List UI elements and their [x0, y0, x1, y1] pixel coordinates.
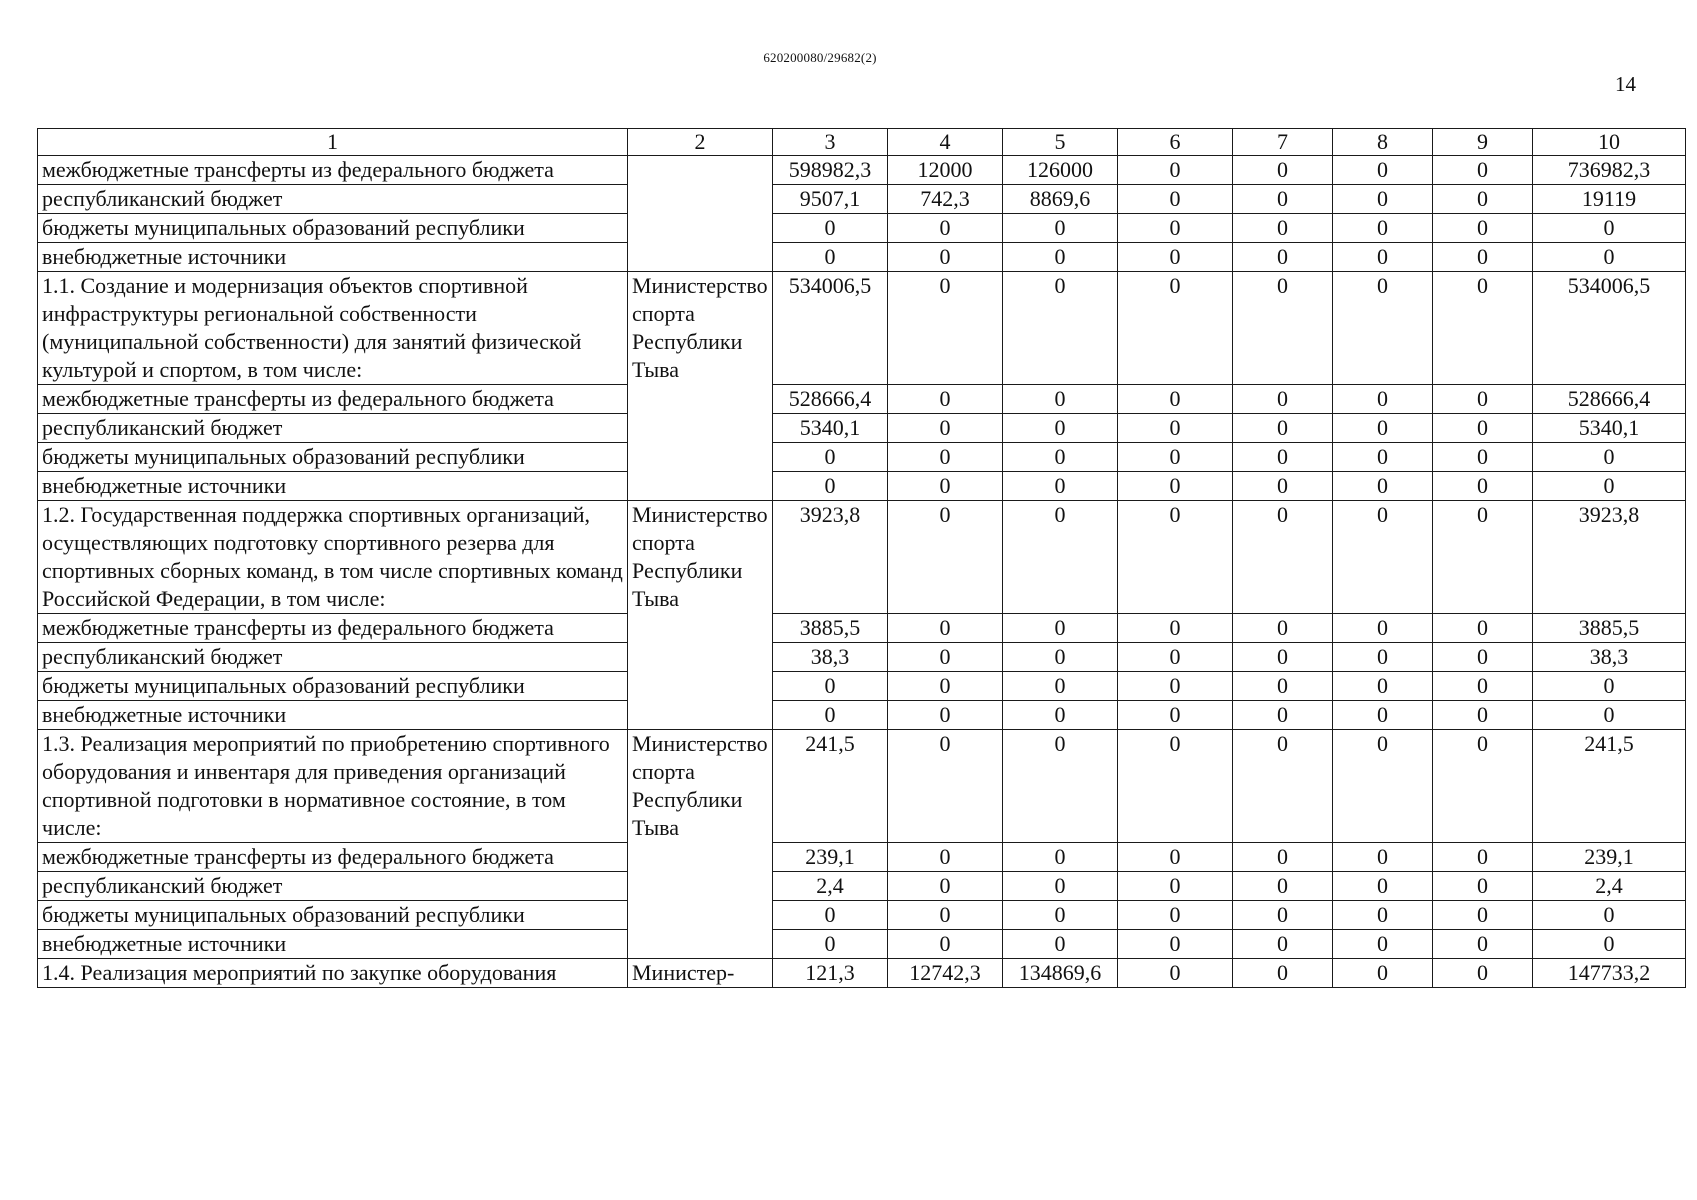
value-cell: 0 — [1333, 959, 1433, 988]
row-name-cell: бюджеты муниципальных образований республики — [38, 214, 628, 243]
value-cell: 0 — [1233, 185, 1333, 214]
value-cell: 239,1 — [1533, 843, 1686, 872]
value-cell: 0 — [1003, 614, 1118, 643]
value-cell: 0 — [773, 243, 888, 272]
value-cell: 0 — [1233, 901, 1333, 930]
value-cell: 0 — [1433, 730, 1533, 843]
budget-table — [37, 128, 1686, 988]
value-cell: 0 — [888, 701, 1003, 730]
value-cell: 0 — [1433, 701, 1533, 730]
value-cell: 0 — [1003, 272, 1118, 385]
value-cell: 0 — [1118, 156, 1233, 185]
value-cell: 0 — [1433, 930, 1533, 959]
table-row — [38, 730, 1686, 843]
value-cell: 2,4 — [1533, 872, 1686, 901]
value-cell: 0 — [1433, 901, 1533, 930]
column-header: 9 — [1433, 129, 1533, 156]
column-header: 7 — [1233, 129, 1333, 156]
table-row — [38, 672, 1686, 701]
column-header: 3 — [773, 129, 888, 156]
value-cell: 0 — [1433, 385, 1533, 414]
value-cell: 0 — [1003, 472, 1118, 501]
value-cell: 0 — [1333, 672, 1433, 701]
value-cell: 534006,5 — [1533, 272, 1686, 385]
value-cell: 0 — [1233, 930, 1333, 959]
row-name-cell: межбюджетные трансферты из федерального бюджета — [38, 614, 628, 643]
value-cell: 0 — [888, 243, 1003, 272]
value-cell: 3923,8 — [1533, 501, 1686, 614]
value-cell: 12742,3 — [888, 959, 1003, 988]
value-cell: 0 — [1003, 385, 1118, 414]
value-cell: 0 — [1118, 243, 1233, 272]
value-cell: 0 — [773, 443, 888, 472]
row-name-cell: республиканский бюджет — [38, 414, 628, 443]
value-cell: 38,3 — [1533, 643, 1686, 672]
value-cell: 0 — [1333, 843, 1433, 872]
row-name-cell: межбюджетные трансферты из федерального бюджета — [38, 156, 628, 185]
value-cell: 0 — [1118, 843, 1233, 872]
table-row — [38, 243, 1686, 272]
value-cell: 0 — [1233, 272, 1333, 385]
table-row — [38, 385, 1686, 414]
value-cell: 0 — [1333, 872, 1433, 901]
value-cell: 0 — [1118, 501, 1233, 614]
value-cell: 5340,1 — [773, 414, 888, 443]
value-cell: 0 — [888, 872, 1003, 901]
value-cell: 0 — [1333, 214, 1433, 243]
value-cell: 0 — [1003, 501, 1118, 614]
table-row — [38, 643, 1686, 672]
value-cell: 0 — [888, 901, 1003, 930]
value-cell: 0 — [773, 701, 888, 730]
value-cell: 0 — [1333, 730, 1433, 843]
page-number: 14 — [1615, 72, 1636, 96]
value-cell: 736982,3 — [1533, 156, 1686, 185]
row-name-cell: межбюджетные трансферты из федерального бюджета — [38, 843, 628, 872]
value-cell: 0 — [888, 643, 1003, 672]
table-row — [38, 414, 1686, 443]
value-cell: 0 — [1533, 443, 1686, 472]
value-cell: 0 — [888, 930, 1003, 959]
value-cell: 0 — [1118, 185, 1233, 214]
executor-cell: Министер- — [628, 959, 773, 988]
value-cell: 0 — [1233, 672, 1333, 701]
value-cell: 8869,6 — [1003, 185, 1118, 214]
value-cell: 0 — [1333, 643, 1433, 672]
value-cell: 0 — [1433, 501, 1533, 614]
value-cell: 12000 — [888, 156, 1003, 185]
value-cell: 528666,4 — [1533, 385, 1686, 414]
value-cell: 0 — [1433, 643, 1533, 672]
table-row — [38, 185, 1686, 214]
value-cell: 0 — [1003, 901, 1118, 930]
value-cell: 0 — [1533, 214, 1686, 243]
value-cell: 0 — [1233, 614, 1333, 643]
value-cell: 0 — [1433, 672, 1533, 701]
value-cell: 0 — [773, 930, 888, 959]
value-cell: 0 — [1533, 901, 1686, 930]
table-row — [38, 472, 1686, 501]
table-row — [38, 443, 1686, 472]
value-cell: 0 — [1233, 414, 1333, 443]
value-cell: 0 — [1433, 185, 1533, 214]
value-cell: 0 — [1118, 385, 1233, 414]
column-header: 10 — [1533, 129, 1686, 156]
value-cell: 0 — [1003, 414, 1118, 443]
value-cell: 241,5 — [773, 730, 888, 843]
value-cell: 0 — [1233, 701, 1333, 730]
row-name-cell: 1.1. Создание и модернизация объектов спортивной инфраструктуры региональной собственности (муниципальной собственности) для занятий физической культурой и спортом, в том числе: — [38, 272, 628, 385]
value-cell: 0 — [1333, 701, 1433, 730]
value-cell: 0 — [888, 672, 1003, 701]
executor-cell: Министерство спорта Республики Тыва — [628, 730, 773, 959]
value-cell: 528666,4 — [773, 385, 888, 414]
value-cell: 0 — [773, 472, 888, 501]
value-cell: 0 — [1433, 156, 1533, 185]
value-cell: 0 — [1233, 959, 1333, 988]
value-cell: 0 — [1118, 443, 1233, 472]
value-cell: 0 — [1118, 472, 1233, 501]
value-cell: 239,1 — [773, 843, 888, 872]
value-cell: 121,3 — [773, 959, 888, 988]
row-name-cell: внебюджетные источники — [38, 701, 628, 730]
value-cell: 0 — [1233, 214, 1333, 243]
value-cell: 0 — [1118, 701, 1233, 730]
value-cell: 0 — [1003, 730, 1118, 843]
value-cell: 0 — [1333, 414, 1433, 443]
value-cell: 0 — [1233, 872, 1333, 901]
value-cell: 19119 — [1533, 185, 1686, 214]
value-cell: 5340,1 — [1533, 414, 1686, 443]
value-cell: 0 — [1433, 243, 1533, 272]
value-cell: 0 — [1233, 243, 1333, 272]
value-cell: 134869,6 — [1003, 959, 1118, 988]
value-cell: 0 — [1118, 959, 1233, 988]
table-row — [38, 872, 1686, 901]
value-cell: 0 — [1233, 843, 1333, 872]
value-cell: 0 — [1233, 156, 1333, 185]
value-cell: 0 — [1333, 185, 1433, 214]
value-cell: 0 — [1333, 385, 1433, 414]
header-row — [38, 129, 1686, 156]
value-cell: 0 — [888, 614, 1003, 643]
value-cell: 0 — [1233, 643, 1333, 672]
value-cell: 0 — [1533, 472, 1686, 501]
row-name-cell: 1.3. Реализация мероприятий по приобретению спортивного оборудования и инвентаря для приведения организаций спортивной подготовки в нормативное состояние, в том числе: — [38, 730, 628, 843]
table-row — [38, 959, 1686, 988]
value-cell: 0 — [773, 901, 888, 930]
value-cell: 0 — [1433, 959, 1533, 988]
value-cell: 0 — [1333, 614, 1433, 643]
value-cell: 0 — [1433, 472, 1533, 501]
value-cell: 534006,5 — [773, 272, 888, 385]
value-cell: 126000 — [1003, 156, 1118, 185]
value-cell: 0 — [1233, 472, 1333, 501]
row-name-cell: внебюджетные источники — [38, 472, 628, 501]
value-cell: 0 — [1003, 843, 1118, 872]
value-cell: 0 — [1003, 214, 1118, 243]
value-cell: 0 — [773, 214, 888, 243]
value-cell: 0 — [1333, 243, 1433, 272]
value-cell: 0 — [1533, 930, 1686, 959]
value-cell: 0 — [1118, 272, 1233, 385]
value-cell: 0 — [1118, 901, 1233, 930]
row-name-cell: 1.2. Государственная поддержка спортивных организаций, осуществляющих подготовку спортивного резерва для спортивных сборных команд, в том числе спортивных команд Российской Федерации, в том числе: — [38, 501, 628, 614]
value-cell: 0 — [888, 730, 1003, 843]
value-cell: 0 — [1433, 272, 1533, 385]
value-cell: 0 — [1333, 156, 1433, 185]
value-cell: 0 — [1533, 701, 1686, 730]
row-name-cell: внебюджетные источники — [38, 243, 628, 272]
table-row — [38, 156, 1686, 185]
column-header: 2 — [628, 129, 773, 156]
row-name-cell: республиканский бюджет — [38, 185, 628, 214]
value-cell: 0 — [1433, 614, 1533, 643]
value-cell: 0 — [888, 414, 1003, 443]
value-cell: 742,3 — [888, 185, 1003, 214]
value-cell: 0 — [1333, 472, 1433, 501]
row-name-cell: бюджеты муниципальных образований республики — [38, 901, 628, 930]
table-row — [38, 930, 1686, 959]
value-cell: 0 — [888, 385, 1003, 414]
value-cell: 0 — [888, 843, 1003, 872]
value-cell: 0 — [1433, 872, 1533, 901]
value-cell: 0 — [1118, 614, 1233, 643]
value-cell: 9507,1 — [773, 185, 888, 214]
value-cell: 0 — [1118, 643, 1233, 672]
value-cell: 0 — [1433, 414, 1533, 443]
value-cell: 0 — [1003, 243, 1118, 272]
value-cell: 3923,8 — [773, 501, 888, 614]
value-cell: 2,4 — [773, 872, 888, 901]
column-header: 4 — [888, 129, 1003, 156]
row-name-cell: 1.4. Реализация мероприятий по закупке оборудования — [38, 959, 628, 988]
value-cell: 0 — [888, 272, 1003, 385]
value-cell: 0 — [1118, 730, 1233, 843]
value-cell: 0 — [1118, 930, 1233, 959]
value-cell: 0 — [1118, 872, 1233, 901]
row-name-cell: межбюджетные трансферты из федерального бюджета — [38, 385, 628, 414]
row-name-cell: бюджеты муниципальных образований республики — [38, 443, 628, 472]
column-header: 5 — [1003, 129, 1118, 156]
value-cell: 0 — [1003, 930, 1118, 959]
executor-cell — [628, 156, 773, 272]
value-cell: 3885,5 — [773, 614, 888, 643]
table-row — [38, 614, 1686, 643]
value-cell: 0 — [1533, 243, 1686, 272]
value-cell: 598982,3 — [773, 156, 888, 185]
row-name-cell: республиканский бюджет — [38, 872, 628, 901]
value-cell: 241,5 — [1533, 730, 1686, 843]
value-cell: 0 — [1003, 701, 1118, 730]
value-cell: 0 — [773, 672, 888, 701]
value-cell: 0 — [1118, 672, 1233, 701]
value-cell: 0 — [1003, 672, 1118, 701]
value-cell: 0 — [1333, 443, 1433, 472]
value-cell: 0 — [1233, 443, 1333, 472]
value-cell: 0 — [1118, 414, 1233, 443]
value-cell: 0 — [1433, 843, 1533, 872]
executor-cell: Министерство спорта Республики Тыва — [628, 272, 773, 501]
value-cell: 0 — [1433, 214, 1533, 243]
table-row — [38, 501, 1686, 614]
value-cell: 0 — [1233, 385, 1333, 414]
value-cell: 0 — [1333, 930, 1433, 959]
value-cell: 38,3 — [773, 643, 888, 672]
table-row — [38, 214, 1686, 243]
value-cell: 0 — [1233, 501, 1333, 614]
value-cell: 0 — [1233, 730, 1333, 843]
value-cell: 0 — [1003, 643, 1118, 672]
row-name-cell: внебюджетные источники — [38, 930, 628, 959]
column-header: 1 — [38, 129, 628, 156]
value-cell: 0 — [888, 501, 1003, 614]
document-id: 620200080/29682(2) — [763, 50, 877, 65]
value-cell: 0 — [1533, 672, 1686, 701]
value-cell: 147733,2 — [1533, 959, 1686, 988]
value-cell: 0 — [1433, 443, 1533, 472]
column-header: 6 — [1118, 129, 1233, 156]
value-cell: 0 — [1003, 872, 1118, 901]
table-row — [38, 272, 1686, 385]
value-cell: 3885,5 — [1533, 614, 1686, 643]
value-cell: 0 — [1333, 501, 1433, 614]
value-cell: 0 — [1333, 272, 1433, 385]
value-cell: 0 — [1333, 901, 1433, 930]
value-cell: 0 — [1003, 443, 1118, 472]
table-row — [38, 701, 1686, 730]
column-header: 8 — [1333, 129, 1433, 156]
row-name-cell: бюджеты муниципальных образований республики — [38, 672, 628, 701]
table-row — [38, 843, 1686, 872]
value-cell: 0 — [888, 214, 1003, 243]
row-name-cell: республиканский бюджет — [38, 643, 628, 672]
value-cell: 0 — [888, 472, 1003, 501]
value-cell: 0 — [888, 443, 1003, 472]
executor-cell: Министерство спорта Республики Тыва — [628, 501, 773, 730]
value-cell: 0 — [1118, 214, 1233, 243]
table-row — [38, 901, 1686, 930]
